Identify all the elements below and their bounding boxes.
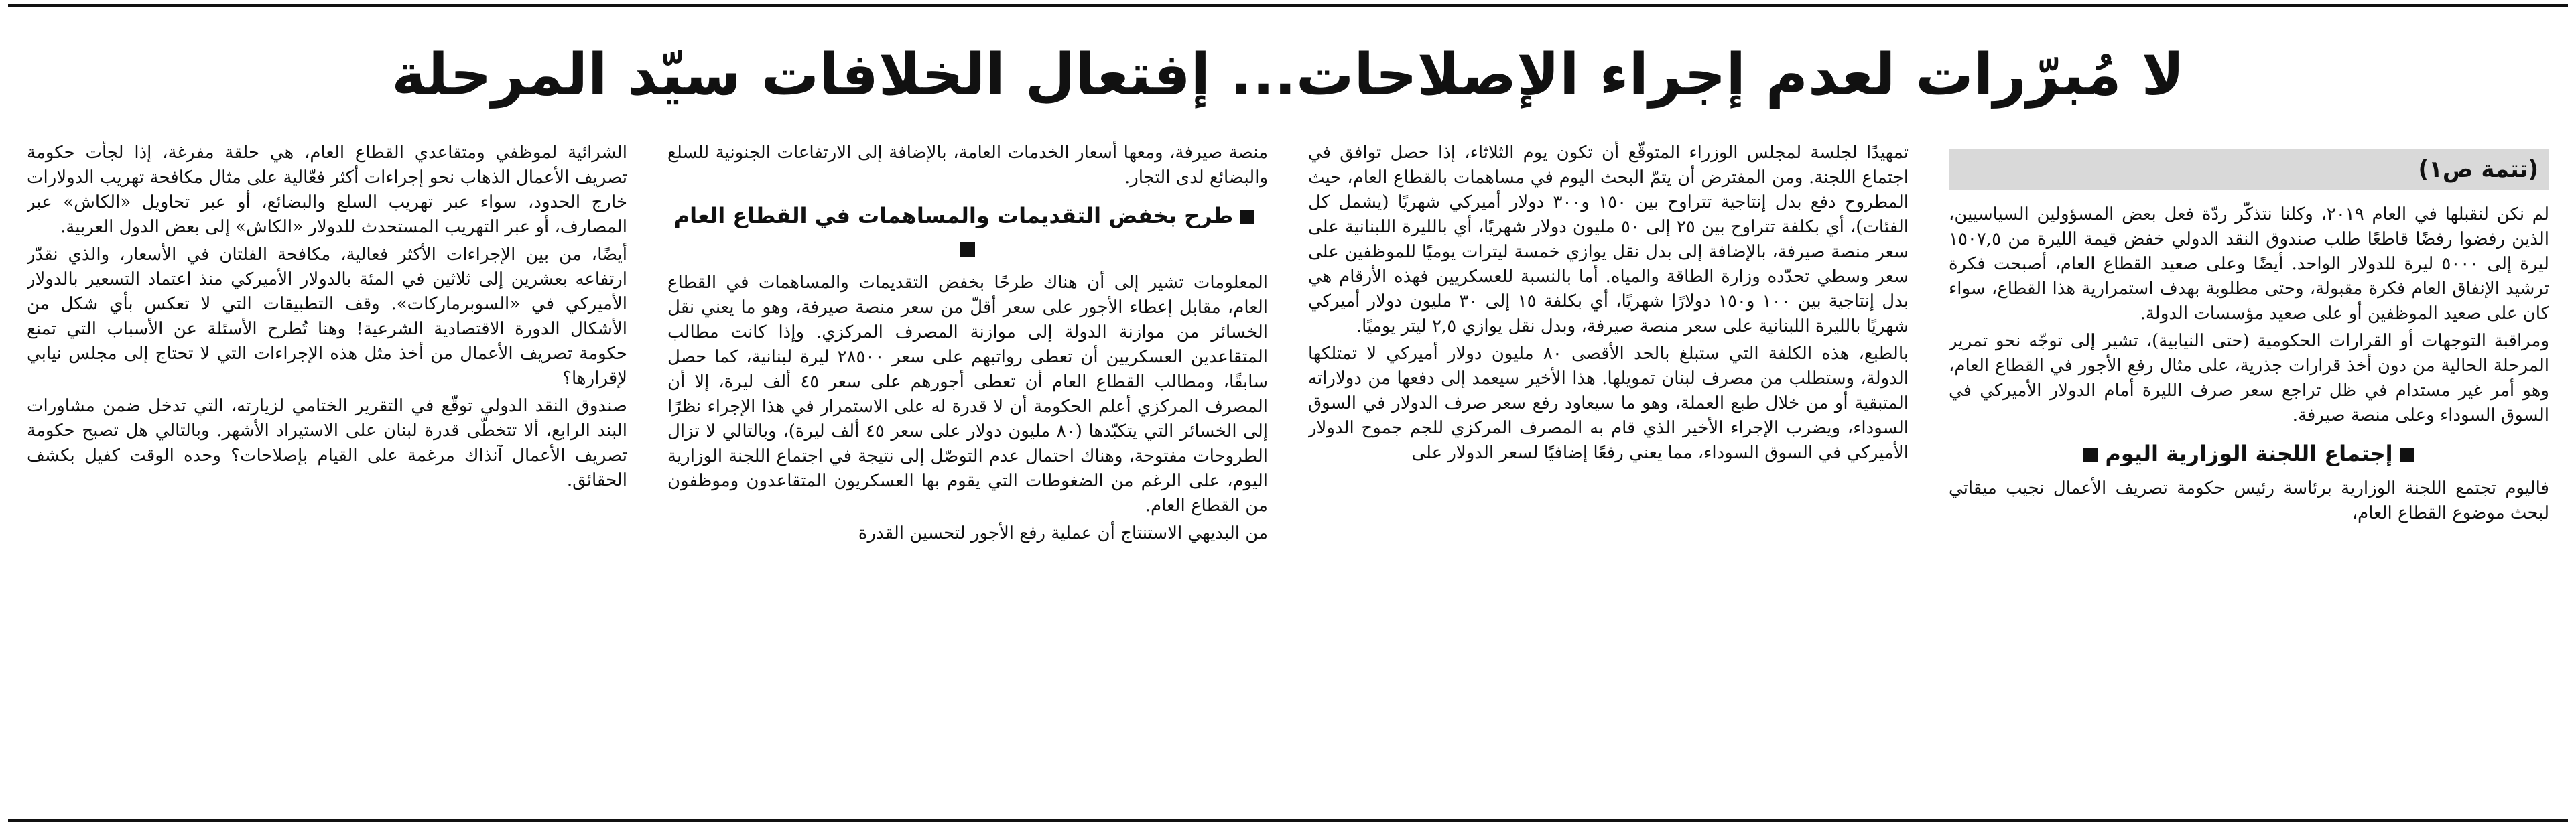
continuation-label: (تتمة ص١): [1949, 149, 2549, 190]
headline: لا مُبرّرات لعدم إجراء الإصلاحات... إفتعال الخلافات سيّد المرحلة: [391, 42, 2185, 109]
col4-paragraph-3: صندوق النقد الدولي توقّع في التقرير الختامي لزيارته، التي تدخل ضمن مشاورات البند الرابع، ألا تتخطّى قدرة لبنان على الاستيراد الأشهر. وبالتالي هل تصبح حكومة تصريف الأعمال آنذاك مرغمة على القيام بإصلاحات؟ وحده الوقت كفيل بكشف الحقائق.: [27, 396, 627, 490]
subheading-text: طرح بخفض التقديمات والمساهمات في القطاع العام: [673, 203, 1234, 228]
col3-paragraph-1: منصة صيرفة، ومعها أسعار الخدمات العامة، بالإضافة إلى الارتفاعات الجنونية للسلع والبضائع لدى التجار.: [667, 143, 1268, 188]
top-rule: [8, 4, 2568, 7]
column-1: [1949, 141, 2549, 810]
article-columns: [27, 141, 2549, 810]
col3-paragraph-2: المعلومات تشير إلى أن هناك طرحًا بخفض التقديمات والمساهمات في القطاع العام، مقابل إعطاء الأجور على سعر أقلّ من سعر منصة صيرفة، وهو ما يعني نقل الخسائر من موازنة الدولة إلى موازنة المصرف المركزي. وإذا كانت مطالب المتقاعدين العسكريين أن تعطى رواتبهم على سعر ٢٨٥٠٠ ليرة لبنانية، كما حصل سابقًا، ومطالب القطاع العام أن تعطى أجورهم على سعر ٤٥ ألف ليرة، إلا أن المصرف المركزي أعلم الحكومة أن لا قدرة له على الاستمرار في هذا الإجراء نظرًا إلى الخسائر التي يتكبّدها (٨٠ مليون دولار على سعر ٤٥ ألف ليرة)، وبالتالي لا تزال الطروحات مفتوحة، وهناك احتمال عدم التوصّل إلى نتيجة في اجتماع اللجنة الوزارية اليوم، على الرغم من الضغوطات التي يقوم بها العسكريون المتقاعدون وموظفون من القطاع العام.: [667, 273, 1268, 516]
col1-paragraph-1: لم نكن لنقبلها في العام ٢٠١٩، وكلنا نتذكّر ردّة فعل بعض المسؤولين السياسيين، الذين رفضوا رفضًا قاطعًا طلب صندوق النقد الدولي خفض قيمة الليرة من ١٥٠٧,٥ ليرة إلى ٥٠٠٠ ليرة للدولار الواحد. أيضًا وعلى صعيد القطاع العام، أصبحت فكرة ترشيد الإنفاق العام فكرة مقبولة، وحتى مطلوبة بهدف استمرارية هذا القطاع، سواء كان على صعيد الموظفين أو على صعيد مؤسسات الدولة.: [1949, 204, 2549, 324]
col2-paragraph-1: تمهيدًا لجلسة لمجلس الوزراء المتوقّع أن تكون يوم الثلاثاء، إذا حصل توافق في اجتماع اللجنة. ومن المفترض أن يتمّ البحث اليوم في مساهمات بالقطاع العام، حيث المطروح دفع بدل إنتاجية تتراوح بين ١٥٠ و٣٠٠ دولار أميركي شهريًا (يشمل كل الفئات)، أي بكلفة تتراوح بين ٢٥ إلى ٥٠ مليون دولار شهريًا، أي بالليرة اللبنانية على سعر منصة صيرفة، بالإضافة إلى بدل نقل يوازي خمسة ليترات يوميًا للموظفين على سعر وسطي تحدّده وزارة الطاقة والمياه. أما بالنسبة للعسكريين فهذه الأرقام هي بدل إنتاجية بين ١٠٠ و١٥٠ دولارًا شهريًا، أي بكلفة ١٥ إلى ٣٠ مليون دولار أميركي شهريًا بالليرة اللبنانية على سعر منصة صيرفة، وبدل نقل يوازي ٢,٥ ليتر يوميًا.: [1308, 143, 1909, 336]
col3-paragraph-3: من البديهي الاستنتاج أن عملية رفع الأجور لتحسين القدرة: [858, 523, 1268, 543]
square-bullet-icon: [2400, 448, 2414, 462]
square-bullet-icon: [960, 242, 975, 257]
square-bullet-icon: [2083, 448, 2098, 462]
column-3: [667, 141, 1268, 810]
subheading-committee-meeting: [1949, 437, 2549, 470]
square-bullet-icon: [1240, 210, 1254, 224]
subheading-cuts-proposal: [667, 200, 1268, 264]
col4-paragraph-1: الشرائية لموظفي ومتقاعدي القطاع العام، هي حلقة مفرغة، إذا لجأت حكومة تصريف الأعمال الذهاب نحو إجراءات أكثر فعّالية على مثال مكافحة تهريب الدولارات خارج الحدود، سواء عبر تهريب السلع والبضائع، أو عبر تحاويل «الكاش» عبر المصارف، أو عبر التهريب المستحدث للدولار «الكاش» إلى بعض الدول العربية.: [27, 143, 627, 237]
column-2: [1308, 141, 1909, 810]
col4-paragraph-2: أيضًا، من بين الإجراءات الأكثر فعالية، مكافحة الفلتان في الأسعار، والذي نقدّر ارتفاعه بعشرين إلى ثلاثين في المئة بالدولار الأميركي منذ اعتماد التسعير بالدولار الأميركي في «السوبرماركات». وقف التطبيقات التي لا تعكس بأي شكل من الأشكال الدورة الاقتصادية الشرعية! وهنا تُطرح الأسئلة عن الأسباب التي تمنع حكومة تصريف الأعمال من أخذ مثل هذه الإجراءات التي لا تحتاج إلى مجلس نيابي لإقرارها؟: [27, 245, 627, 389]
subheading-text: إجتماع اللجنة الوزارية اليوم: [2105, 441, 2393, 466]
column-4: [27, 141, 627, 810]
bottom-rule: [8, 819, 2568, 822]
col1-paragraph-3: فاليوم تجتمع اللجنة الوزارية برئاسة رئيس حكومة تصريف الأعمال نجيب ميقاتي لبحث موضوع القطاع العام،: [1949, 478, 2549, 523]
col1-paragraph-2: ومراقبة التوجهات أو القرارات الحكومية (حتى النيابية)، تشير إلى توجّه نحو تمرير المرحلة الحالية من دون أخذ قرارات جذرية، على مثال رفع الأجور في القطاع العام، وهو أمر غير مستدام في ظل تراجع سعر صرف الليرة أمام الدولار الأميركي في السوق السوداء وعلى منصة صيرفة.: [1949, 331, 2549, 425]
col2-paragraph-2: بالطبع، هذه الكلفة التي ستبلغ بالحد الأقصى ٨٠ مليون دولار أميركي لا تمتلكها الدولة، وستطلب من مصرف لبنان تمويلها. هذا الأخير سيعمد إلى دفعها من دولاراته المتبقية أو من خلال طبع العملة، وهو ما سيعاود رفع سعر صرف الدولار في السوق السوداء، ويضرب الإجراء الأخير الذي قام به المصرف المركزي للجم جموح الدولار الأميركي في السوق السوداء، مما يعني رفعًا إضافيًا لسعر الدولار على: [1308, 344, 1909, 463]
